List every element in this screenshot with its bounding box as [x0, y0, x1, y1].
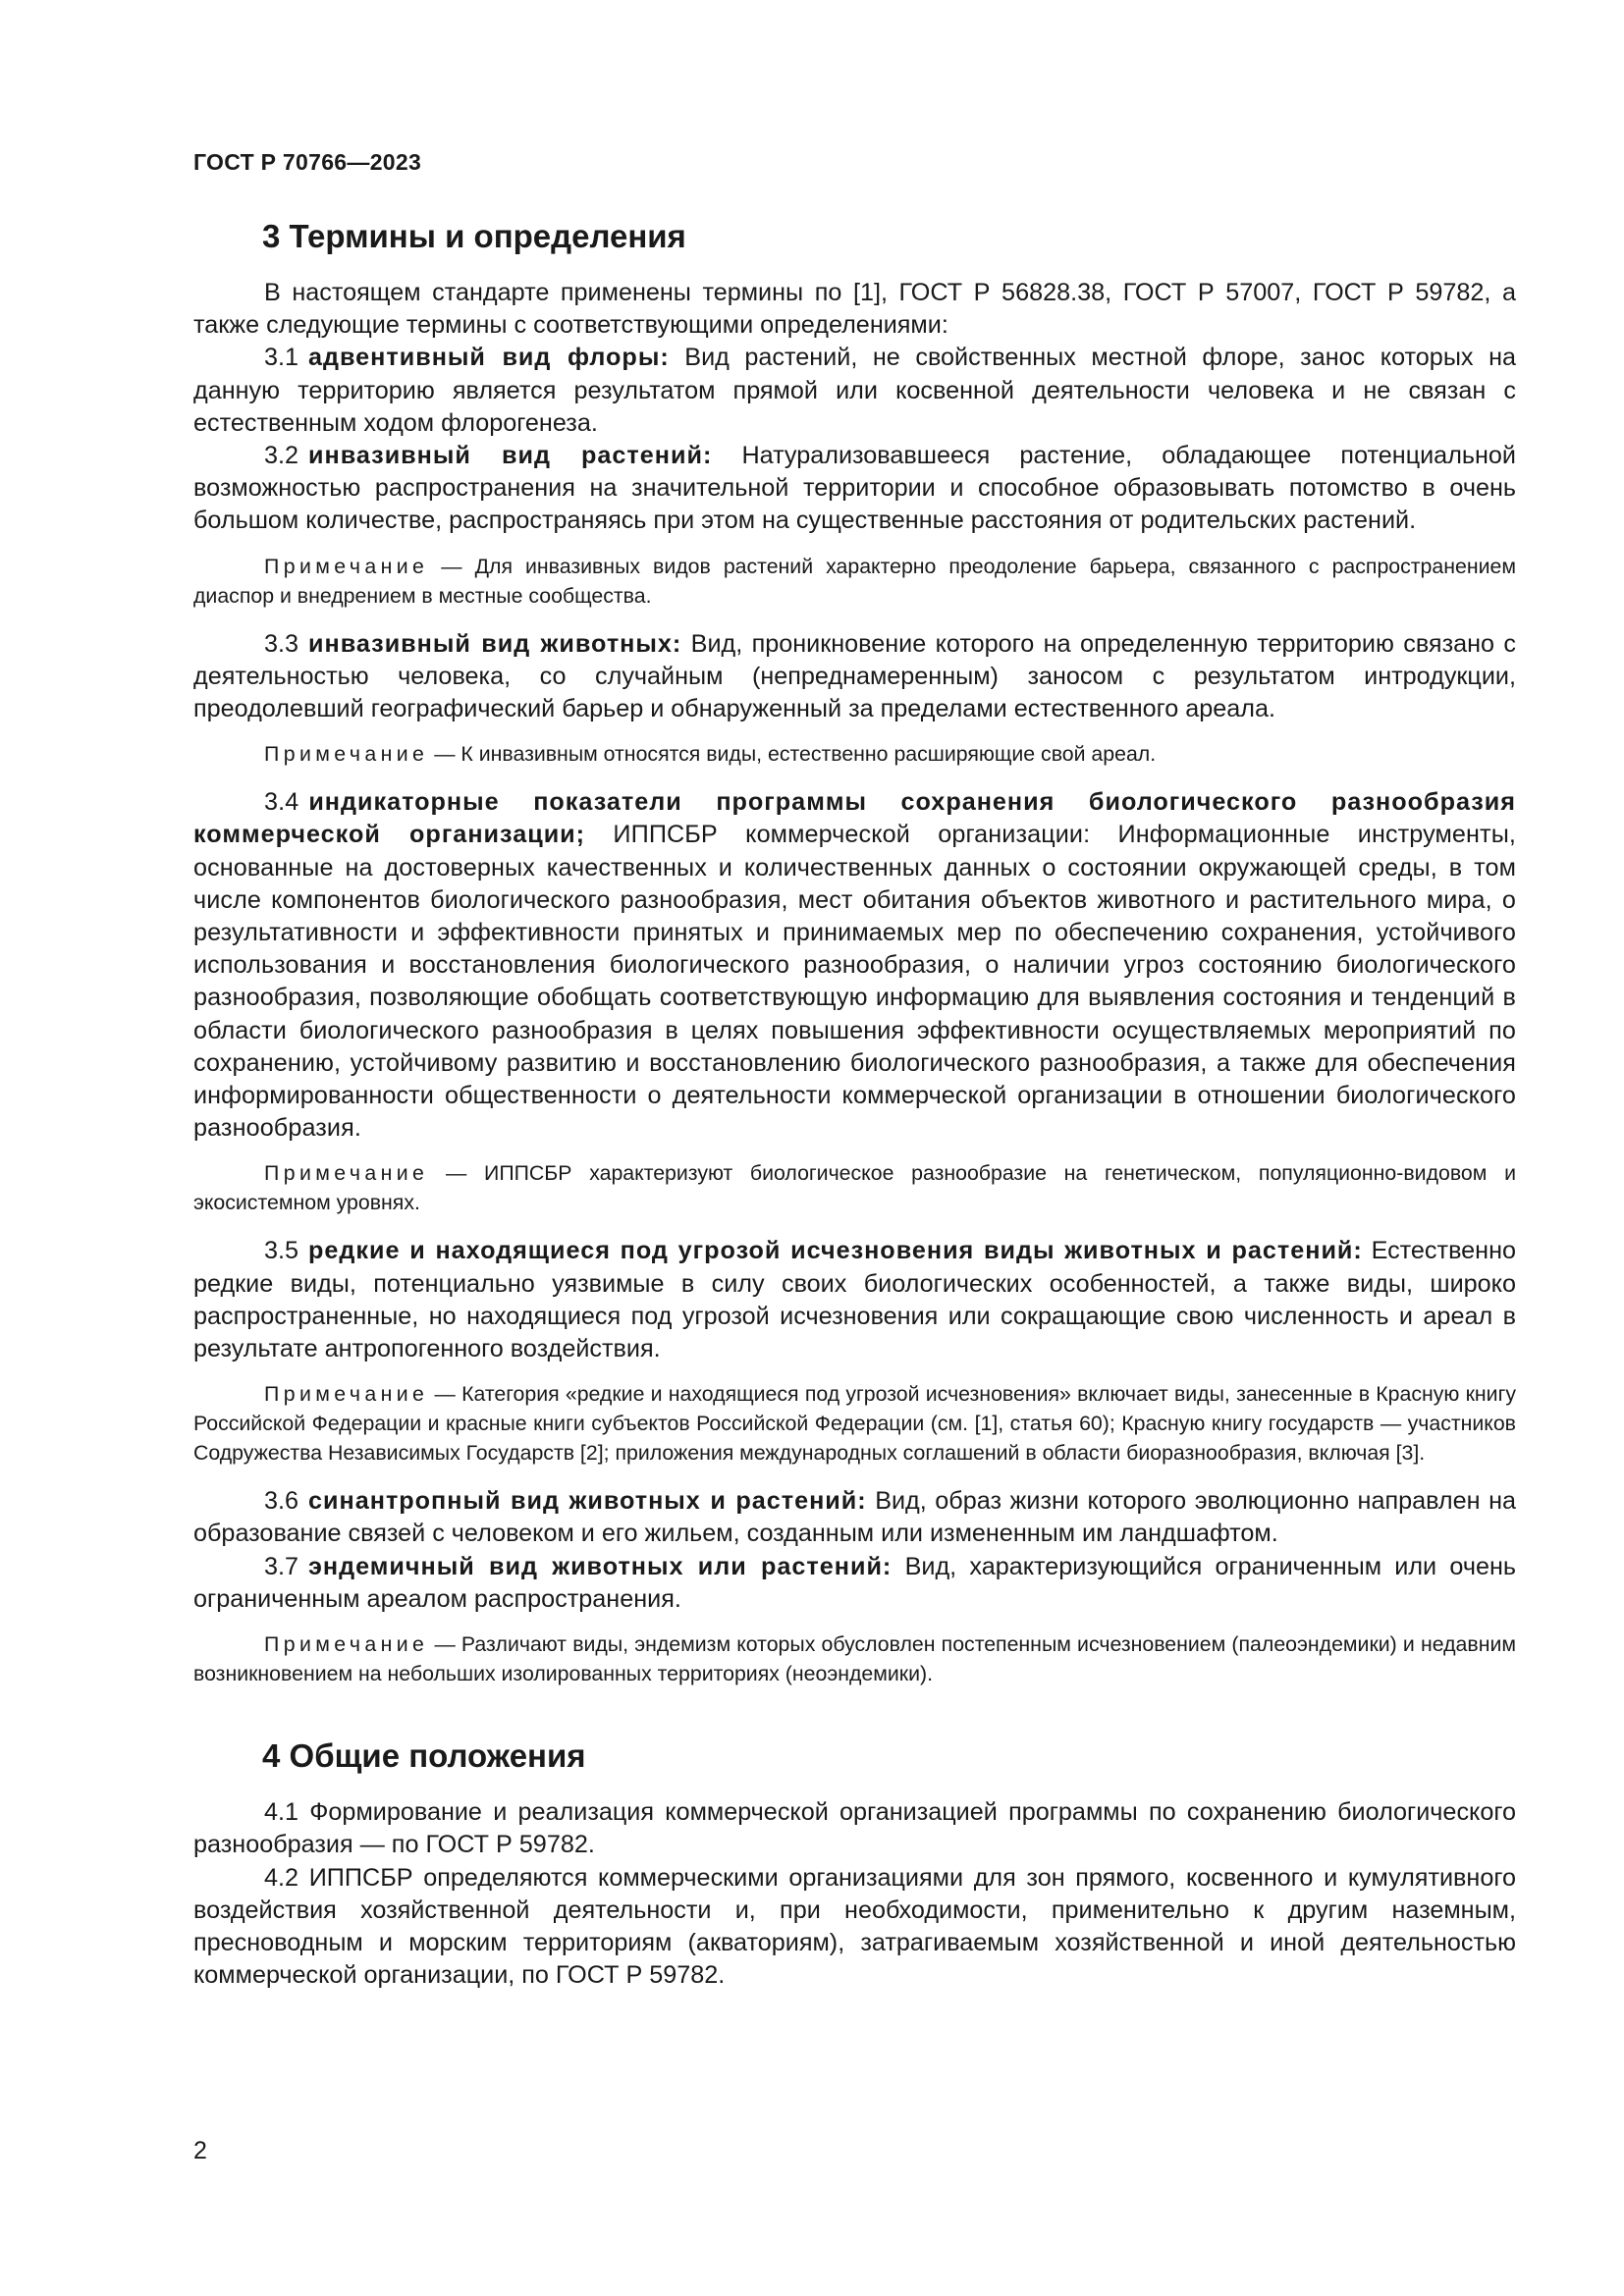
term-entry-3-5 — [193, 1235, 1516, 1365]
note-3-3 — [193, 739, 1516, 769]
note-label: Примечание — [264, 742, 429, 767]
term-definition: Вид, проникновение которого на определенную территорию связано с деятельностью человека, со случайным (непреднамеренным) заносом с результатом интродукции, преодолевший географический барьер и обнаруженный за пределами естественного ареала. — [193, 629, 1516, 723]
term-number: 3.6 — [264, 1487, 299, 1516]
term-name: адвентивный вид флоры: — [308, 344, 670, 372]
note-3-7 — [193, 1629, 1516, 1688]
term-entry-3-2 — [193, 440, 1516, 538]
term-entry-3-1 — [193, 342, 1516, 440]
term-name: эндемичный вид животных или растений: — [308, 1552, 893, 1580]
note-text: — Для инвазивных видов растений характерно преодоление барьера, связанного с распространением диаспор и внедрением в местные сообщества. — [193, 554, 1516, 608]
note-text: — ИППСБР характеризуют биологическое разнообразие на генетическом, популяционно-видовом и экосистемном уровнях. — [193, 1161, 1517, 1215]
page-number: 2 — [193, 2137, 207, 2164]
term-number: 3.3 — [264, 629, 299, 658]
paragraph-4-1: 4.1 Формирование и реализация коммерческой организацией программы по сохранению биологического разнообразия — по ГОСТ Р 59782. — [193, 1798, 1516, 1859]
document-body — [193, 218, 1516, 1992]
section-4-heading: 4 Общие положения — [262, 1737, 586, 1775]
term-definition: ИППСБР коммерческой организации: Информационные инструменты, основанные на достоверных качественных и количественных данных о состоянии окружающей среды, в том числе компонентов биологического разнообразия, мест обитания объектов животного и растительного мира, о результативности и эффективности принятых и принимаемых мер по обеспечению сохранения, устойчивого использования и восстановления биологического разнообразия, о наличии угроз состоянию биологического разнообразия, позволяющие обобщать соответствующую информацию для выявления состояния и тенденций в области биологического разнообразия в целях повышения эффективности осуществляемых мероприятий по сохранению, устойчивому развитию и восстановлению биологического разнообразия, а также для обеспечения информированности общественности о деятельности коммерческой организации в отношении биологического разнообразия. — [193, 821, 1516, 1143]
term-name: инвазивный вид животных: — [308, 629, 682, 658]
term-definition: Вид растений, не свойственных местной флоре, занос которых на данную территорию является результатом прямой или косвенной деятельности человека и не связан с естественным ходом флорогенеза. — [193, 344, 1516, 437]
term-name: инвазивный вид растений: — [308, 442, 713, 470]
section-3-intro: В настоящем стандарте применены термины по [1], ГОСТ Р 56828.38, ГОСТ Р 57007, ГОСТ Р 59782, а также следующие термины с соответствующими определениями: — [193, 279, 1516, 340]
term-definition: Естественно редкие виды, потенциально уязвимые в силу своих биологических особенностей, а также виды, широко распространенные, но находящиеся под угрозой исчезновения или сокращающие свою численность и ареал в результате антропогенного воздействия. — [193, 1237, 1516, 1363]
term-entry-3-7 — [193, 1551, 1516, 1616]
term-definition: Вид, образ жизни которого эволюционно направлен на образование связей с человеком и его жильем, созданным или измененным им ландшафтом. — [193, 1487, 1516, 1548]
term-entry-3-3 — [193, 628, 1516, 726]
term-entry-3-4 — [193, 786, 1516, 1145]
note-label: Примечание — [264, 554, 429, 578]
note-label: Примечание — [264, 1382, 429, 1407]
term-name: индикаторные показатели программы сохранения биологического разнообразия коммерческой организации; — [193, 788, 1516, 849]
note-text: — Категория «редкие и находящиеся под угрозой исчезновения» включает виды, занесенные в Красную книгу Российской Федерации и красные книги субъектов Российской Федерации (см. [1], статья 60); Красную книгу государств — участников Содружества Независимых Государств [2]; приложения международных соглашений в области биоразнообразия, включая [3]. — [193, 1382, 1516, 1466]
term-number: 3.7 — [264, 1552, 299, 1580]
term-number: 3.5 — [264, 1237, 299, 1265]
note-label: Примечание — [264, 1632, 429, 1657]
note-3-5 — [193, 1379, 1516, 1468]
note-3-2 — [193, 552, 1516, 611]
note-label: Примечание — [264, 1161, 429, 1186]
term-number: 3.2 — [264, 442, 299, 470]
term-definition: Натурализовавшееся растение, обладающее потенциальной возможностью распространения на значительной территории и способное образовывать потомство в очень большом количестве, распространяясь при этом на существенные расстояния от родительских растений. — [193, 442, 1516, 535]
note-text: — Различают виды, эндемизм которых обусловлен постепенным исчезновением (палеоэндемики) и недавним возникновением на небольших изолированных территориях (неоэндемики). — [193, 1632, 1516, 1686]
section-3-heading: 3 Термины и определения — [262, 218, 686, 254]
note-text: — К инвазивным относятся виды, естественно расширяющие свой ареал. — [434, 742, 1157, 767]
term-number: 3.4 — [264, 788, 299, 817]
term-name: синантропный вид животных и растений: — [308, 1487, 867, 1516]
term-number: 3.1 — [264, 344, 299, 372]
document-code: ГОСТ Р 70766—2023 — [193, 149, 422, 175]
term-entry-3-6 — [193, 1485, 1516, 1550]
note-3-4 — [193, 1158, 1516, 1217]
term-name: редкие и находящиеся под угрозой исчезновения виды животных и растений: — [308, 1237, 1363, 1265]
paragraph-4-2: 4.2 ИППСБР определяются коммерческими организациями для зон прямого, косвенного и кумулятивного воздействия хозяйственной деятельности и, при необходимости, применительно к другим наземным, пресноводным и морским территориям (акваториям), затрагиваемым хозяйственной и иной деятельностью коммерческой организации, по ГОСТ Р 59782. — [193, 1863, 1516, 1990]
term-definition: Вид, характеризующийся ограниченным или очень ограниченным ареалом распространения. — [193, 1552, 1516, 1613]
